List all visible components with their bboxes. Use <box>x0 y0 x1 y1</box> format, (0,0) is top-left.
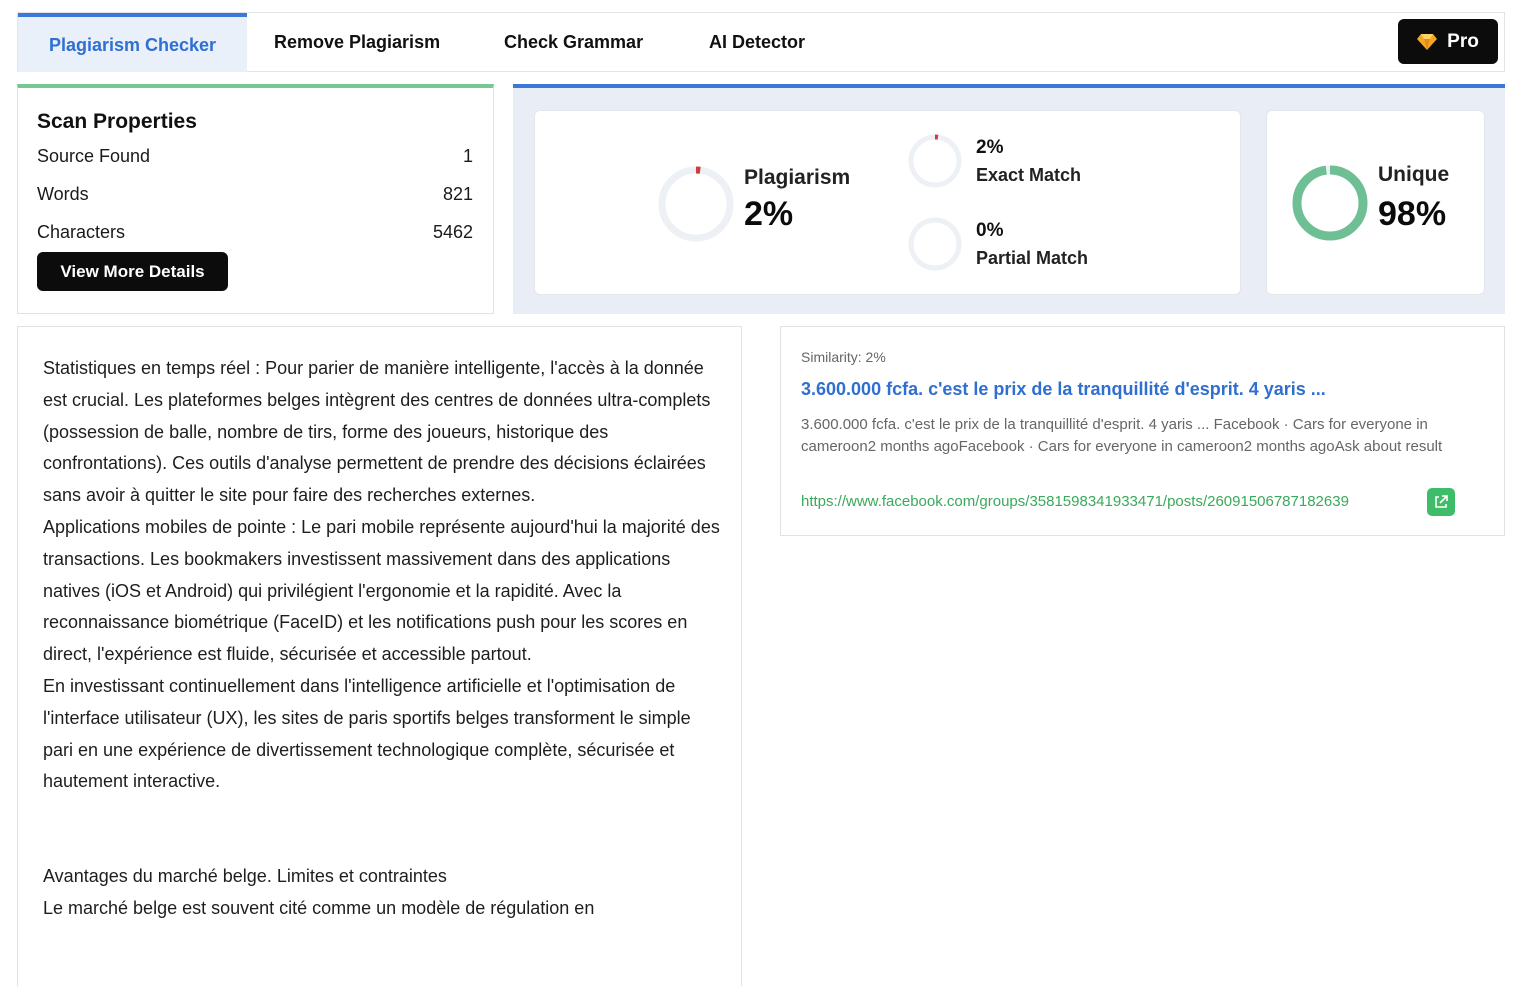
exact-match-ring <box>907 133 963 189</box>
unique-label: Unique <box>1378 163 1450 186</box>
pro-label: Pro <box>1447 30 1479 52</box>
scan-row-source-found <box>37 146 473 167</box>
paragraph-spacer <box>43 798 723 861</box>
plagiarism-label: Plagiarism <box>744 166 851 189</box>
text-paragraph: Le marché belge est souvent cité comme un modèle de régulation en <box>43 897 595 918</box>
scan-row-words <box>37 184 473 205</box>
tab-check-grammar[interactable]: Check Grammar <box>504 32 644 52</box>
source-url-link[interactable]: https://www.facebook.com/groups/3581598341933471/posts/26091506787182639 <box>801 493 1349 510</box>
tool-tab-bar <box>17 12 1505 72</box>
scan-properties-title: Scan Properties <box>37 110 197 133</box>
results-summary-panel <box>513 84 1505 314</box>
unique-value: 98% <box>1378 195 1447 233</box>
scan-row-label: Source Found <box>37 146 151 166</box>
scan-row-label: Words <box>37 184 89 204</box>
text-paragraph: Avantages du marché belge. Limites et contraintes <box>43 866 447 887</box>
checked-text-body <box>43 353 723 925</box>
diamond-icon <box>1417 33 1437 51</box>
scan-row-value: 1 <box>462 146 473 166</box>
tab-remove-plagiarism[interactable]: Remove Plagiarism <box>274 32 441 52</box>
ring-progress <box>1297 170 1363 236</box>
external-link-icon[interactable] <box>1427 488 1455 516</box>
plagiarism-card <box>534 110 1241 295</box>
text-paragraph: Applications mobiles de pointe : Le pari mobile représente aujourd'hui la majorité des transactions. Les bookmakers investissent massivement dans des applications natives (iOS et Android) qui privilégient l'ergonomie et la rapidité. Avec la reconnaissance biométrique (FaceID) et les notifications push pour les scores en direct, l'expérience est fluide, sécurisée et accessible partout. <box>43 516 720 665</box>
view-more-details-button[interactable]: View More Details <box>37 252 228 291</box>
scan-row-characters <box>37 222 473 243</box>
partial-match-label: Partial Match <box>976 248 1089 268</box>
source-snippet: 3.600.000 fcfa. c'est le prix de la tranquillité d'esprit. 4 yaris ... Facebook · Cars for everyone in cameroon2 months agoFacebook · Cars for everyone in cameroon2 months agoAsk about result <box>801 416 1443 455</box>
ring-track <box>911 220 959 268</box>
unique-ring <box>1290 163 1370 243</box>
plagiarism-ring <box>657 165 735 243</box>
tab-ai-detector[interactable]: AI Detector <box>709 32 806 52</box>
scan-properties-card <box>17 84 494 314</box>
tab-plagiarism-checker[interactable]: Plagiarism Checker <box>18 13 247 72</box>
plagiarism-value: 2% <box>744 195 794 233</box>
pro-button[interactable] <box>1398 19 1498 64</box>
scan-row-value: 821 <box>442 184 473 204</box>
unique-card <box>1266 110 1485 295</box>
ring-track <box>662 170 730 238</box>
exact-match-label: Exact Match <box>976 165 1082 185</box>
scan-row-value: 5462 <box>432 222 473 242</box>
scan-row-label: Characters <box>37 222 126 242</box>
partial-match-value: 0% <box>976 220 1004 241</box>
text-paragraph: En investissant continuellement dans l'intelligence artificielle et l'optimisation de l'interface utilisateur (UX), les sites de paris sportifs belges transforment le simple pari en une expérience de divertissement technologique complète, sécurisée et hautement interactive. <box>43 675 691 792</box>
matched-source-card <box>780 326 1505 536</box>
checked-text-panel[interactable] <box>17 326 742 986</box>
ring-track <box>911 137 959 185</box>
source-title-link[interactable]: 3.600.000 fcfa. c'est le prix de la tranquillité d'esprit. 4 yaris ... <box>801 379 1326 399</box>
exact-match-value: 2% <box>976 137 1004 158</box>
partial-match-ring <box>907 216 963 272</box>
text-paragraph: Statistiques en temps réel : Pour parier de manière intelligente, l'accès à la donnée est crucial. Les plateformes belges intègrent des centres de données ultra-complets (possession de balle, nombre de tirs, forme des joueurs, historique des confrontations). Ces outils d'analyse permettent de prendre des décisions éclairées sans avoir à quitter le site pour faire des recherches externes. <box>43 358 711 506</box>
similarity-label: Similarity: 2% <box>801 349 886 365</box>
